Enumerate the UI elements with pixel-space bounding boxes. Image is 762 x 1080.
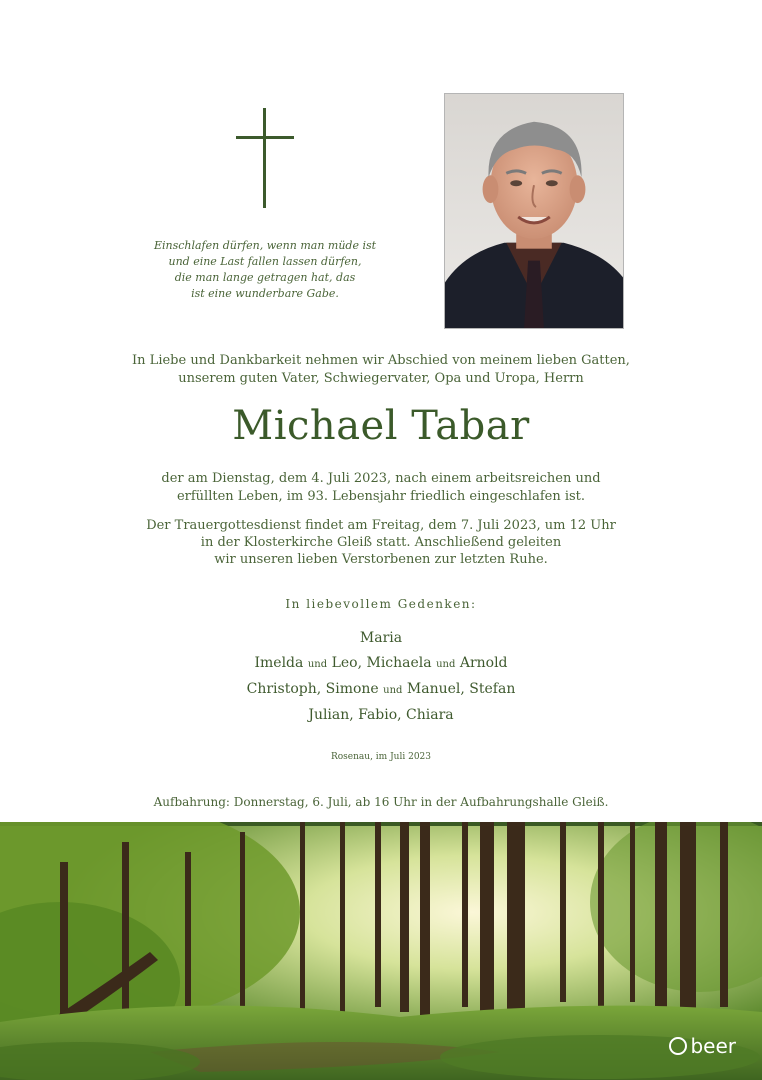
death-notice (60, 470, 702, 506)
forest-image (0, 822, 762, 1080)
memory-heading: In liebevollem Gedenken: (285, 597, 477, 611)
family-names: Christoph, Simone (246, 681, 379, 697)
service-line: in der Klosterkirche Gleiß statt. Anschließend geleiten (200, 535, 562, 550)
deceased-name: Michael Tabar (232, 403, 530, 449)
death-notice-line: erfüllten Leben, im 93. Lebensjahr friedlich eingeschlafen ist. (176, 489, 586, 504)
service-line: wir unseren lieben Verstorbenen zur letzten Ruhe. (214, 552, 548, 567)
beer-logo-icon (669, 1037, 687, 1055)
intro-line: unserem guten Vater, Schwiegervater, Opa und Uropa, Herrn (178, 371, 584, 386)
family-row (60, 651, 702, 677)
family-list (60, 626, 702, 728)
poem-line: die man lange getragen hat, das (174, 271, 356, 284)
poem-line: Einschlafen dürfen, wenn man müde ist (153, 239, 377, 252)
family-row (60, 626, 702, 651)
family-names: Leo, Michaela (331, 655, 432, 671)
conjunction: und (307, 659, 328, 670)
portrait-photo (444, 93, 624, 329)
death-notice-line: der am Dienstag, dem 4. Juli 2023, nach einem arbeitsreichen und (161, 471, 601, 486)
family-names: Imelda (254, 655, 304, 671)
poem-line: und eine Last fallen lassen dürfen, (168, 255, 362, 268)
cross-icon (236, 108, 294, 208)
poem-line: ist eine wunderbare Gabe. (191, 287, 339, 300)
family-row (60, 677, 702, 703)
family-names: Maria (359, 630, 403, 646)
family-row (60, 703, 702, 728)
service-info (60, 517, 702, 568)
conjunction: und (383, 685, 403, 696)
family-names: Arnold (459, 655, 508, 671)
family-names: Julian, Fabio, Chiara (308, 707, 454, 723)
place-date: Rosenau, im Juli 2023 (330, 752, 432, 762)
service-line: Der Trauergottesdienst findet am Freitag, dem 7. Juli 2023, um 12 Uhr (146, 518, 616, 533)
logo-text: beer (690, 1034, 736, 1058)
intro-text (60, 352, 702, 388)
poem (140, 238, 390, 302)
beer-logo (669, 1034, 736, 1058)
viewing-info: Aufbahrung: Donnerstag, 6. Juli, ab 16 Uhr in der Aufbahrungshalle Gleiß. (153, 795, 609, 809)
conjunction: und (436, 659, 456, 670)
family-names: Manuel, Stefan (406, 681, 516, 697)
intro-line: In Liebe und Dankbarkeit nehmen wir Abschied von meinem lieben Gatten, (132, 353, 630, 368)
